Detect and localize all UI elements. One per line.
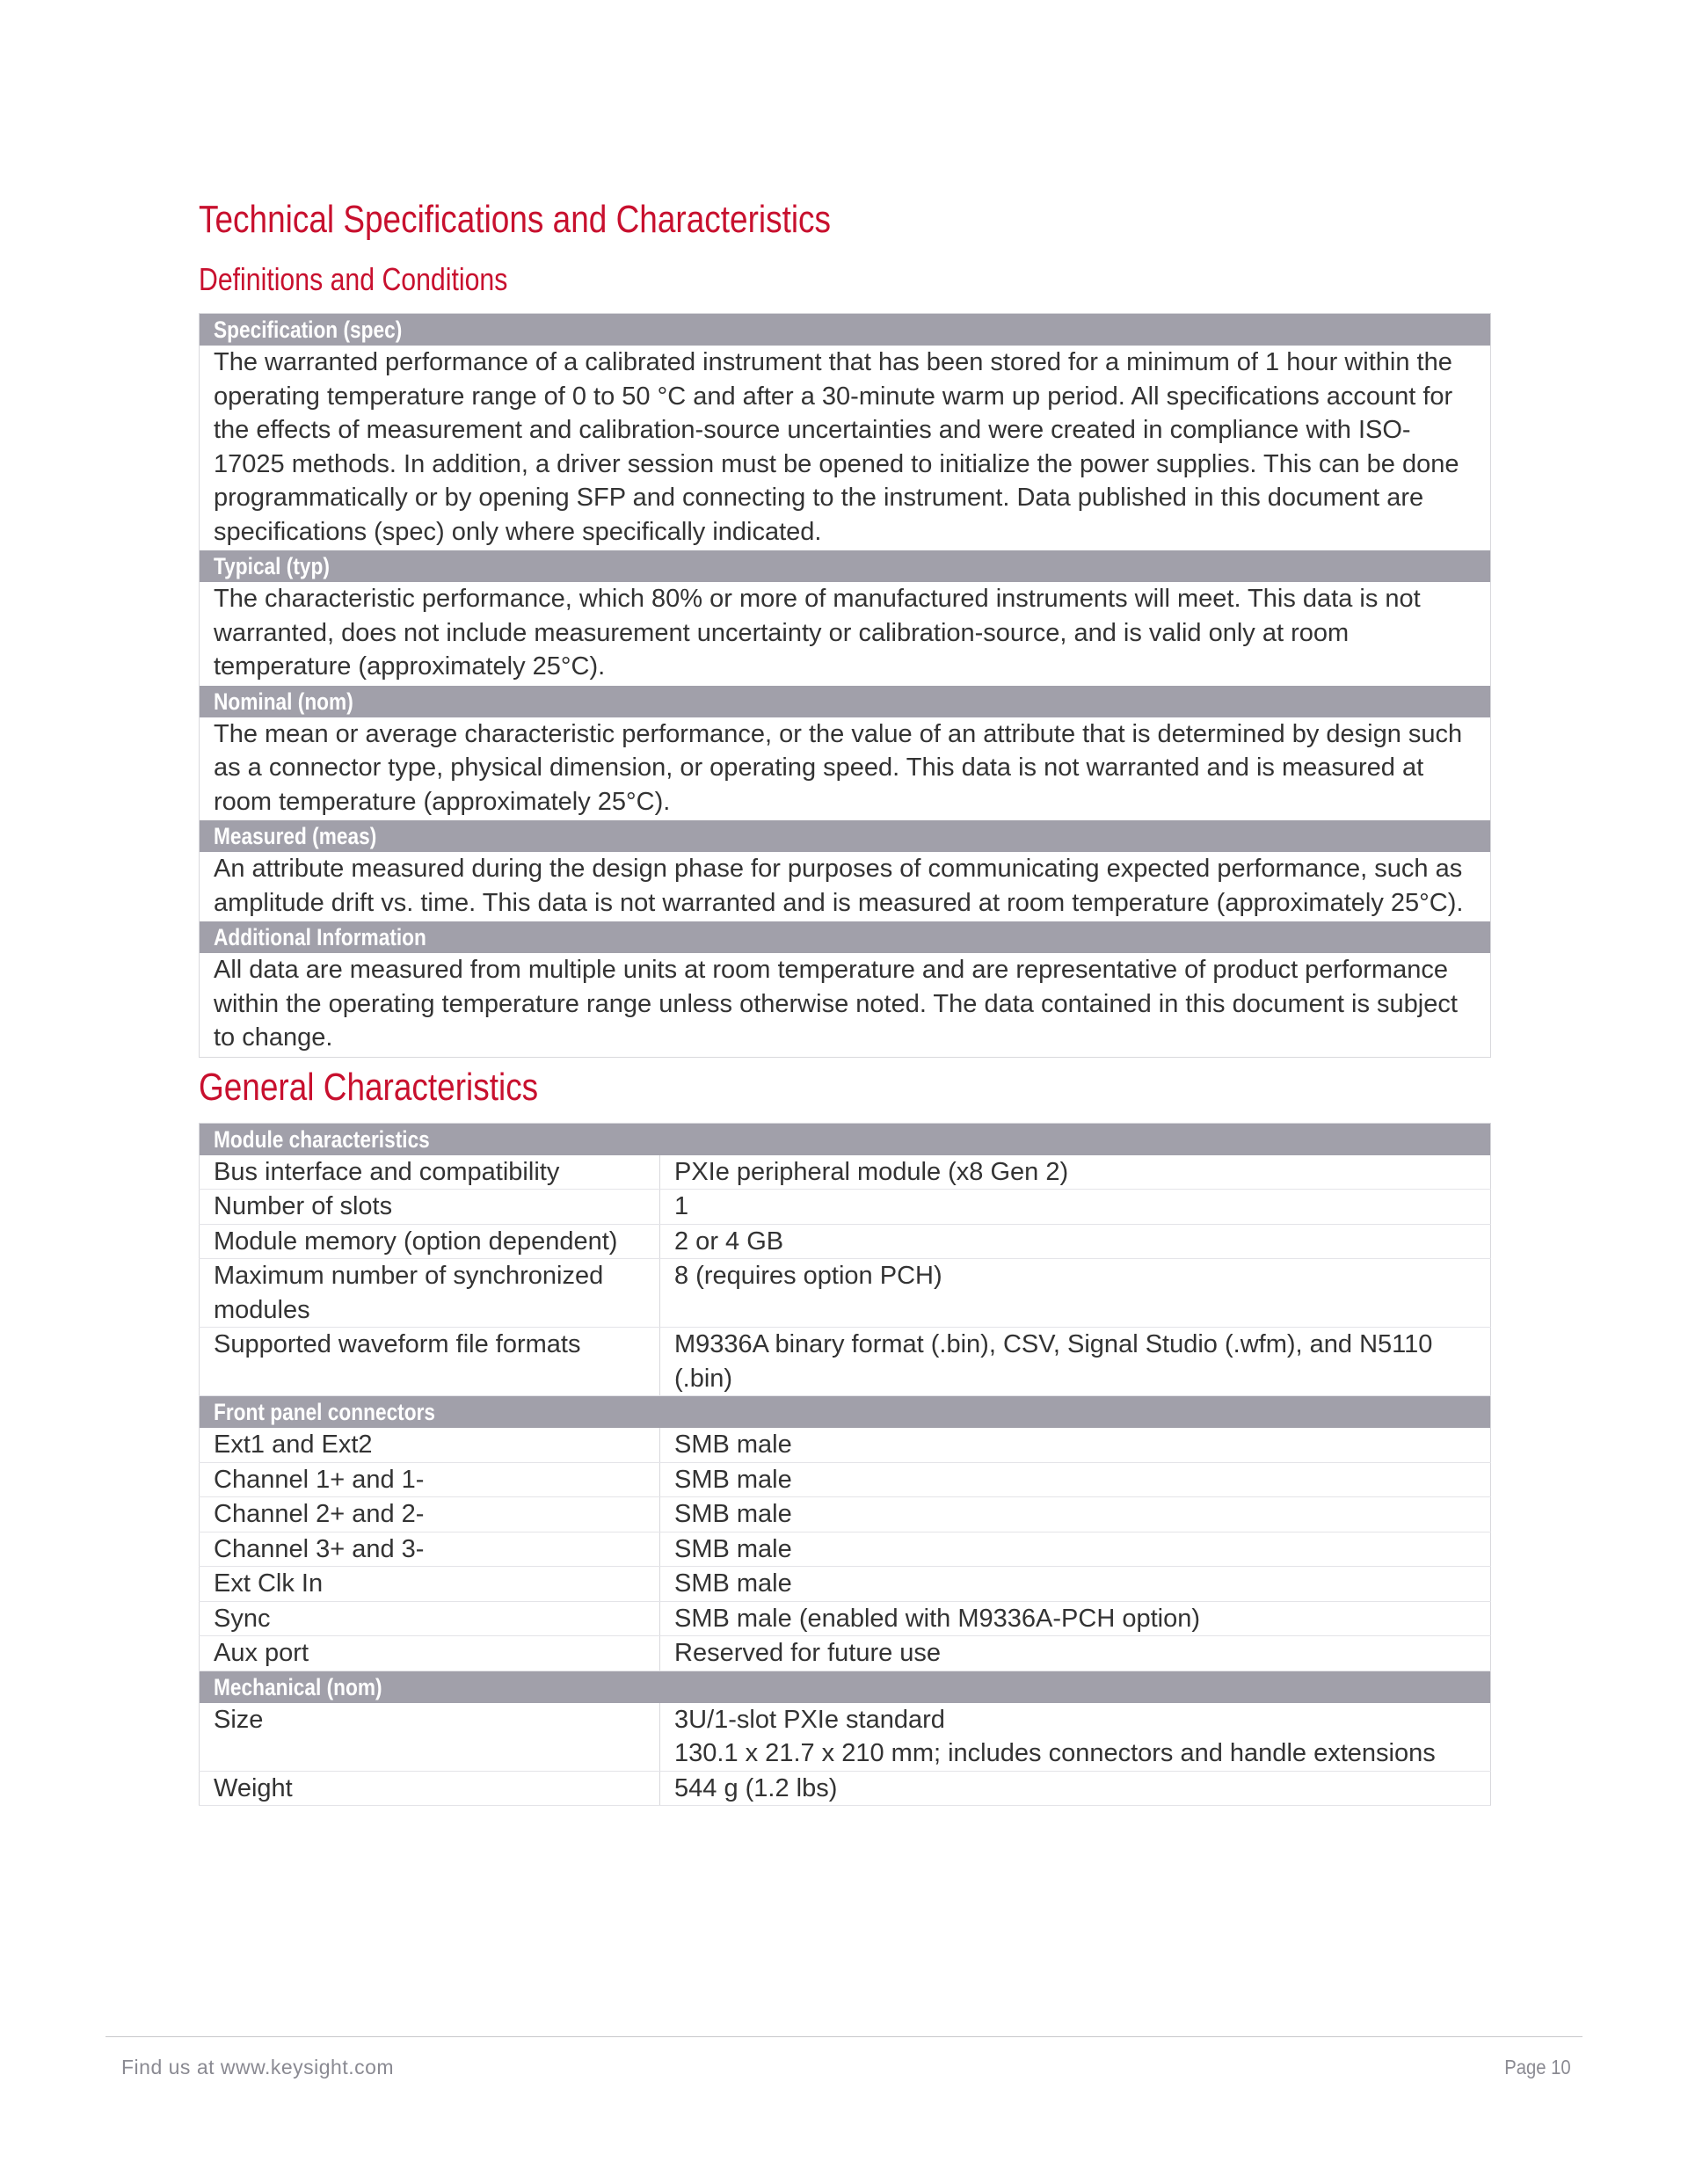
definition-text: All data are measured from multiple units at room temperature and are representative of product performance within the operating temperature range unless otherwise noted. The data contained in this document is subject to change. <box>214 956 1458 1052</box>
section-header: Front panel connectors <box>200 1396 1491 1429</box>
definition-text: An attribute measured during the design phase for purposes of communicating expected performance, such as amplitude drift vs. time. This data is not warranted and is measured at room temperature (approximately 25°C). <box>214 855 1464 917</box>
table-row <box>200 1224 1491 1259</box>
table-row <box>200 1328 1491 1396</box>
table-row <box>200 1771 1491 1806</box>
definition-label: Typical (typ) <box>200 550 1490 582</box>
spec-value: PXIe peripheral module (x8 Gen 2) <box>660 1155 1491 1190</box>
spec-name: Channel 3+ and 3- <box>200 1532 660 1567</box>
definition-label: Nominal (nom) <box>200 686 1490 717</box>
definition-text: The mean or average characteristic performance, or the value of an attribute that is determined by design such as a connector type, physical dimension, or operating speed. This data is not warranted and is measured at room temperature (approximately 25°C). <box>214 719 1463 816</box>
table-row <box>200 1601 1491 1636</box>
spec-name: Maximum number of synchronized modules <box>200 1259 660 1328</box>
definitions-heading: Definitions and Conditions <box>199 261 508 297</box>
table-row <box>200 1497 1491 1532</box>
definition-label: Measured (meas) <box>200 820 1490 852</box>
spec-value: SMB male <box>660 1428 1491 1462</box>
page-title: Technical Specifications and Characteristics <box>199 198 832 241</box>
spec-value: 3U/1-slot PXIe standard 130.1 x 21.7 x 210 mm; includes connectors and handle extensions <box>660 1703 1491 1772</box>
table-row <box>200 1462 1491 1497</box>
table-row <box>200 1190 1491 1225</box>
spec-value: 544 g (1.2 lbs) <box>660 1771 1491 1806</box>
spec-name: Channel 1+ and 1- <box>200 1462 660 1497</box>
spec-name: Supported waveform file formats <box>200 1328 660 1396</box>
section-header-row <box>200 1396 1491 1429</box>
page-content <box>199 190 1491 1806</box>
section-header: Mechanical (nom) <box>200 1671 1491 1703</box>
table-row <box>200 1155 1491 1190</box>
spec-name: Aux port <box>200 1636 660 1671</box>
definition-label: Specification (spec) <box>200 314 1490 346</box>
definition-label: Additional Information <box>200 921 1490 953</box>
spec-value: SMB male <box>660 1462 1491 1497</box>
spec-name: Module memory (option dependent) <box>200 1224 660 1259</box>
table-row <box>200 1259 1491 1328</box>
table-row <box>200 1532 1491 1567</box>
spec-name: Size <box>200 1703 660 1772</box>
definition-text: The warranted performance of a calibrated instrument that has been stored for a minimum of 1 hour within the operating temperature range of 0 to 50 °C and after a 30-minute warm up period. All specifications account for the effects of measurement and calibration-source uncertainties and were created in compliance with ISO-17025 methods. In addition, a driver session must be opened to initialize the power supplies. This can be done programmatically or by opening SFP and connecting to the instrument. Data published in this document are specifications (spec) only where specifically indicated. <box>214 348 1459 546</box>
spec-value: Reserved for future use <box>660 1636 1491 1671</box>
spec-value: 1 <box>660 1190 1491 1225</box>
spec-value: SMB male <box>660 1532 1491 1567</box>
general-characteristics-table <box>199 1123 1491 1807</box>
spec-value: 8 (requires option PCH) <box>660 1259 1491 1328</box>
spec-name: Ext Clk In <box>200 1567 660 1602</box>
section-header-row <box>200 1123 1491 1155</box>
table-row <box>200 1567 1491 1602</box>
definitions-table <box>199 313 1491 1058</box>
spec-value: SMB male <box>660 1567 1491 1602</box>
spec-value: SMB male (enabled with M9336A-PCH option) <box>660 1601 1491 1636</box>
table-row <box>200 1703 1491 1772</box>
section-header: Module characteristics <box>200 1123 1491 1155</box>
definition-text: The characteristic performance, which 80% or more of manufactured instruments will meet. This data is not warranted, does not include measurement uncertainty or calibration-source, and is valid only at room temperature (approximately 25°C). <box>214 585 1421 681</box>
spec-value: 2 or 4 GB <box>660 1224 1491 1259</box>
table-row <box>200 1636 1491 1671</box>
footer-website: Find us at www.keysight.com <box>121 2056 395 2078</box>
spec-value: M9336A binary format (.bin), CSV, Signal Studio (.wfm), and N5110 (.bin) <box>660 1328 1491 1396</box>
page-number: Page 10 <box>1504 2056 1571 2078</box>
section-header-row <box>200 1671 1491 1703</box>
spec-name: Sync <box>200 1601 660 1636</box>
spec-name: Number of slots <box>200 1190 660 1225</box>
spec-name: Bus interface and compatibility <box>200 1155 660 1190</box>
spec-value: SMB male <box>660 1497 1491 1532</box>
spec-name: Channel 2+ and 2- <box>200 1497 660 1532</box>
table-row <box>200 1428 1491 1462</box>
footer-divider <box>106 2036 1582 2037</box>
general-heading: General Characteristics <box>199 1065 539 1109</box>
spec-name: Weight <box>200 1771 660 1806</box>
spec-name: Ext1 and Ext2 <box>200 1428 660 1462</box>
